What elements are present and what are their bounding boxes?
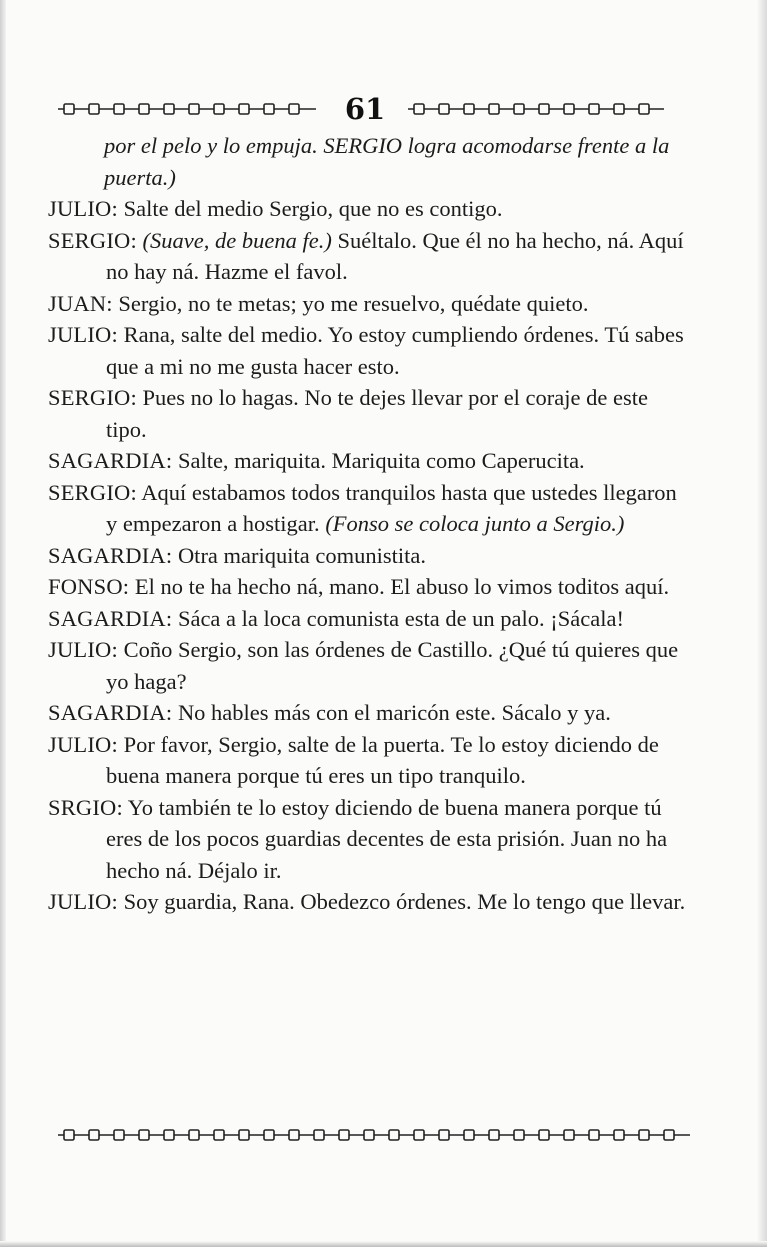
page-body: [48, 130, 688, 918]
dialogue-line: [48, 382, 688, 445]
chain-ornament-bottom: [58, 1128, 690, 1142]
speaker-name: SERGIO:: [48, 479, 137, 505]
chain-ornament-left: [58, 102, 316, 116]
page-number: 61: [344, 92, 386, 126]
speaker-name: SAGARDIA:: [48, 700, 173, 725]
dialogue-line: [48, 729, 688, 792]
speaker-name: FONSO:: [48, 574, 130, 599]
line-text: El no te ha hecho ná, mano. El abuso lo vimos toditos aquí.: [129, 574, 670, 599]
line-text: Otra mariquita comunistita.: [172, 542, 426, 568]
line-text: No hables más con el maricón este. Sácalo y ya.: [172, 700, 611, 725]
direction-text: (Fonso se coloca junto a Sergio.): [325, 511, 625, 536]
page-edge-right: [757, 0, 767, 1247]
speaker-name: SERGIO:: [48, 385, 137, 410]
line-text: Aquí estabamos todos tranquilos hasta que ustedes llegaron y empezaron a hostigar.: [106, 479, 677, 536]
line-text: Coño Sergio, son las órdenes de Castillo. ¿Qué tú quieres que yo haga?: [106, 637, 679, 694]
line-text: Pues no lo hagas. No te dejes llevar por el coraje de este tipo.: [106, 385, 648, 442]
dialogue-line: [48, 886, 688, 918]
speaker-name: SAGARDIA:: [48, 448, 173, 473]
dialogue-line: [48, 288, 688, 320]
direction-text: por el pelo y lo empuja. SERGIO logra acomodarse frente a la puerta.): [104, 133, 670, 190]
speaker-name: JUAN:: [48, 290, 113, 316]
dialogue-line: [48, 571, 688, 603]
direction-text: (Suave, de buena fe.): [142, 227, 332, 253]
page-edge-left: [0, 0, 6, 1247]
dialogue-line: [48, 792, 688, 887]
speaker-name: SAGARDIA:: [48, 542, 173, 568]
dialogue-line: [48, 319, 688, 382]
chain-ornament-right: [408, 102, 664, 116]
speaker-name: JULIO:: [48, 637, 118, 662]
line-text: Salte del medio Sergio, que no es contigo.: [117, 196, 503, 221]
dialogue-line: [48, 540, 688, 572]
line-text: Sáca a la loca comunista esta de un palo. ¡Sácala!: [172, 605, 624, 631]
speaker-name: SAGARDIA:: [48, 605, 173, 631]
line-text: Soy guardia, Rana. Obedezco órdenes. Me lo tengo que llevar.: [117, 889, 686, 914]
speaker-name: JULIO:: [48, 731, 118, 757]
speaker-name: JULIO:: [48, 889, 118, 914]
dialogue-line: [48, 193, 688, 225]
speaker-name: SRGIO:: [48, 794, 123, 820]
dialogue-line: [48, 225, 688, 288]
dialogue-line: [48, 634, 688, 697]
stage-direction: [48, 130, 688, 193]
speaker-name: JULIO:: [48, 196, 118, 221]
dialogue-line: [48, 477, 688, 540]
line-text: Sergio, no te metas; yo me resuelvo, quédate quieto.: [112, 290, 589, 316]
speaker-name: JULIO:: [48, 322, 118, 347]
line-text: Yo también te lo estoy diciendo de buena manera porque tú eres de los pocos guardias decentes de esta prisión. Juan no ha hecho ná. Déjalo ir.: [106, 794, 668, 883]
line-text: Rana, salte del medio. Yo estoy cumpliendo órdenes. Tú sabes que a mi no me gusta hacer esto.: [106, 322, 684, 379]
line-text: Salte, mariquita. Mariquita como Caperucita.: [172, 448, 585, 473]
dialogue-line: [48, 697, 688, 729]
page-header: [58, 92, 664, 128]
line-text-after: Suéltalo. Que él no ha hecho, ná. Aquí no hay ná. Hazme el favol.: [106, 227, 684, 284]
page-edge-bottom: [0, 1241, 767, 1247]
line-text: Por favor, Sergio, salte de la puerta. Te lo estoy diciendo de buena manera porque tú eres un tipo tranquilo.: [106, 731, 659, 788]
speaker-name: SERGIO:: [48, 227, 137, 253]
dialogue-line: [48, 445, 688, 477]
dialogue-line: [48, 603, 688, 635]
